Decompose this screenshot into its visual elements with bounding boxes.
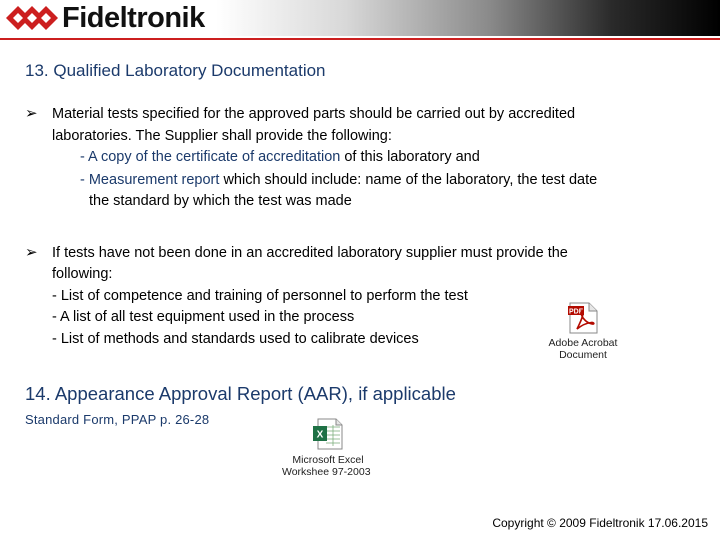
pdf-caption-line1: Adobe Acrobat <box>548 337 618 349</box>
excel-attachment[interactable] <box>276 418 380 478</box>
pdf-attachment[interactable] <box>538 302 628 361</box>
bullet1-item2 <box>80 171 597 189</box>
footer-copyright: Copyright © 2009 Fideltronik 17.06.2015 <box>492 516 708 530</box>
measurement-report-label: - Measurement report <box>80 172 220 188</box>
excel-caption-line1: Microsoft Excel <box>292 454 364 466</box>
section14-subtitle: Standard Form, PPAP p. 26-28 <box>25 412 210 427</box>
bullet2-item3: - List of methods and standards used to calibrate devices <box>52 331 419 347</box>
excel-caption-line2: 97-2003 Workshee <box>282 466 371 478</box>
excel-icon <box>312 418 344 450</box>
fideltronik-logo-icon <box>4 3 58 33</box>
bullet1-item1 <box>80 148 480 166</box>
header-band <box>0 0 720 36</box>
pdf-caption-line2: Document <box>559 349 607 361</box>
pdf-icon <box>567 302 599 334</box>
svg-text:PDF: PDF <box>569 308 583 316</box>
header-rule <box>0 38 720 40</box>
bullet1-line1: Material tests specified for the approved parts should be carried out by accredited <box>52 106 576 122</box>
bullet-arrow-icon: ➢ <box>25 105 38 122</box>
bullet2-item1: - List of competence and training of personnel to perform the test <box>52 288 468 304</box>
brand-name: Fideltronik <box>62 2 205 34</box>
svg-text:X: X <box>316 429 324 441</box>
bullet1-item2-cont: the standard by which the test was made <box>89 193 352 209</box>
bullet2-line2: following: <box>52 266 113 282</box>
certificate-suffix: of this laboratory and <box>340 149 480 165</box>
bullet2-item2: - A list of all test equipment used in the process <box>52 309 355 325</box>
measurement-report-suffix: which should include: name of the laboratory, the test date <box>219 172 598 188</box>
bullet-arrow-icon: ➢ <box>25 244 38 261</box>
brand-logo <box>4 2 205 34</box>
certificate-label: - A copy of the certificate of accreditation <box>80 149 341 165</box>
section14-title: 14. Appearance Approval Report (AAR), if applicable <box>25 383 456 404</box>
bullet1-line2: laboratories. The Supplier shall provide the following: <box>52 128 392 144</box>
bullet2-line1: If tests have not been done in an accredited laboratory supplier must provide the <box>52 245 568 261</box>
section13-title: 13. Qualified Laboratory Documentation <box>25 61 326 80</box>
